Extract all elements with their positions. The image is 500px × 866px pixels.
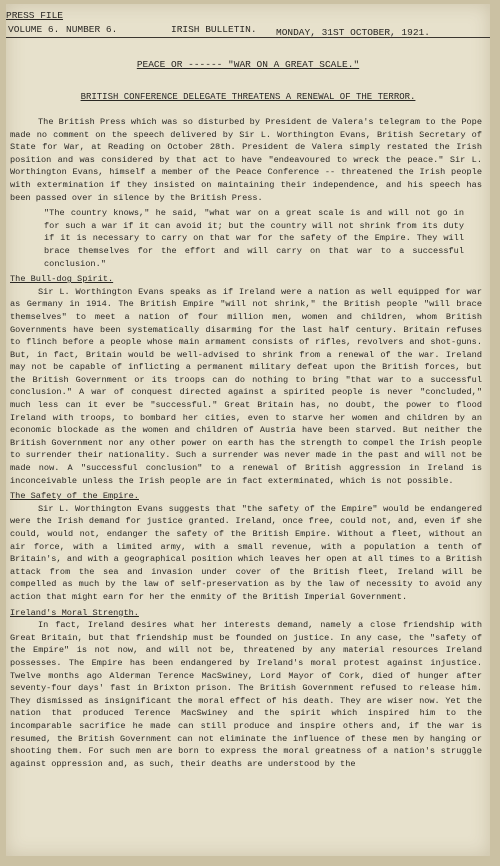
moral-heading: Ireland's Moral Strength. <box>10 607 139 618</box>
article-title <box>6 59 490 71</box>
issue-date: MONDAY, 31ST OCTOBER, 1921. <box>276 27 430 38</box>
article-title-text: PEACE OR ------ "WAR ON A GREAT SCALE." <box>136 59 360 70</box>
volume-label: VOLUME 6. <box>8 24 60 35</box>
safety-heading: The Safety of the Empire. <box>10 491 139 502</box>
evans-quote: "The country knows," he said, "what war on a great scale is and will not go in for such a war if it can avoid it; but the country will not shrink from its duty if it is necessary to carry on that war for the safety of the Empire. They will brace themselves for the effort and will carry on that war to a successful conclusion." <box>44 208 464 269</box>
moral-paragraph: In fact, Ireland desires what her interests demand, namely a close friendship with Great Britain, but that friendship must be founded on justice. In any case, the "safety of the Empire" is not now, and will not be, threatened by any material resources Ireland possesses. The Empire has been endangered by Ireland's moral protest against injustice. Twelve months ago Alderman Terence MacSwiney, Lord Mayor of Cork, died of hunger after seventy-four days' fast in Brixton prison. The British Government refused to release him. They dismissed as insignificant the moral effect of his death. They are wiser now. Yet the nation that produced Terence MacSwiney and the spirit which inspired him to the incomparable sacrifice he made can still produce and inspire others and, if the war is resumed, the British Government can not eliminate the influence of these men by hanging or shooting them. For such men are born to express the moral greatness of a nation's struggle against oppression and, as such, their deaths are understood by the <box>10 620 482 769</box>
document-page <box>6 4 490 856</box>
bulldog-heading: The Bull-dog Spirit. <box>10 274 114 285</box>
bulletin-header <box>6 10 490 50</box>
article-body <box>10 116 482 770</box>
article-subtitle <box>6 91 490 103</box>
bulldog-paragraph: Sir L. Worthington Evans speaks as if Ireland were a nation as well equipped for war as Germany in 1914. The British Empire "will not shrink," the British people "will brace themselves" to meet a nation of four million men, women and children, whom British Governments have been systematically disarming for the last half century. Britain refuses to flinch before a people whose main armament consists of rifles, revolvers and shot-guns. But, in fact, Britain would be well-advised to shrink from a renewal of the war. Ireland may not be capable of inflicting a permanent military defeat upon the British forces, but the British Government or its troops can do nothing to bring "that war to a successful conclusion." A war of conquest directed against a spirited people is never "concluded," much less can it ever be "successful." Great Britain has, no doubt, the power to flood Ireland with troops, to bombard her cities, even to starve her women and children by an economic blockade as the women and children of Austria have been starved. But neither the British Government nor any other power on earth has the strength to compel the Irish people to surrender their nationality. Such a surrender was never made in the past and will not be made now. A "successful conclusion" to a renewal of British aggression in Ireland is inconceivable unless the Irish people are in fact exterminated, which is not possible. <box>10 286 482 486</box>
intro-paragraph: The British Press which was so disturbed by President de Valera's telegram to the Pope made no comment on the speech delivered by Sir L. Worthington Evans, British Secretary of State for War, at Reading on October 28th. President de Valera simply restated the Irish position and was considered by that act to have "endeavoured to wreck the peace." Sir L. Worthington Evans, himself a member of the Peace Conference -- threatened the Irish people with extermination if they insisted on maintaining their independence, and his speech has been passed over in silence by the British Press. <box>10 117 482 203</box>
number-label: NUMBER 6. <box>66 24 118 35</box>
article-subtitle-text: BRITISH CONFERENCE DELEGATE THREATENS A RENEWAL OF THE TERROR. <box>80 92 416 102</box>
safety-paragraph: Sir L. Worthington Evans suggests that "the safety of the Empire" would be endangered were the Irish demand for justice granted. Ireland, once free, could not, and, even if she could, would not, endanger the safety of the British Empire. Without a fleet, without an air force, with a limited army, with a small revenue, with a population a tenth of Britain's, and with a geographical position which leaves her open at all times to a British attack from the sea and invasion under cover of the British fleet, Ireland will be compelled as much by the law of self-preservation as by the law of necessity to avoid any action that might earn for her the enmity of the British Imperial Government. <box>10 503 482 602</box>
publication-name: IRISH BULLETIN. <box>171 24 257 35</box>
press-file-stamp: PRESS FILE <box>6 10 64 21</box>
header-rule <box>6 37 490 38</box>
